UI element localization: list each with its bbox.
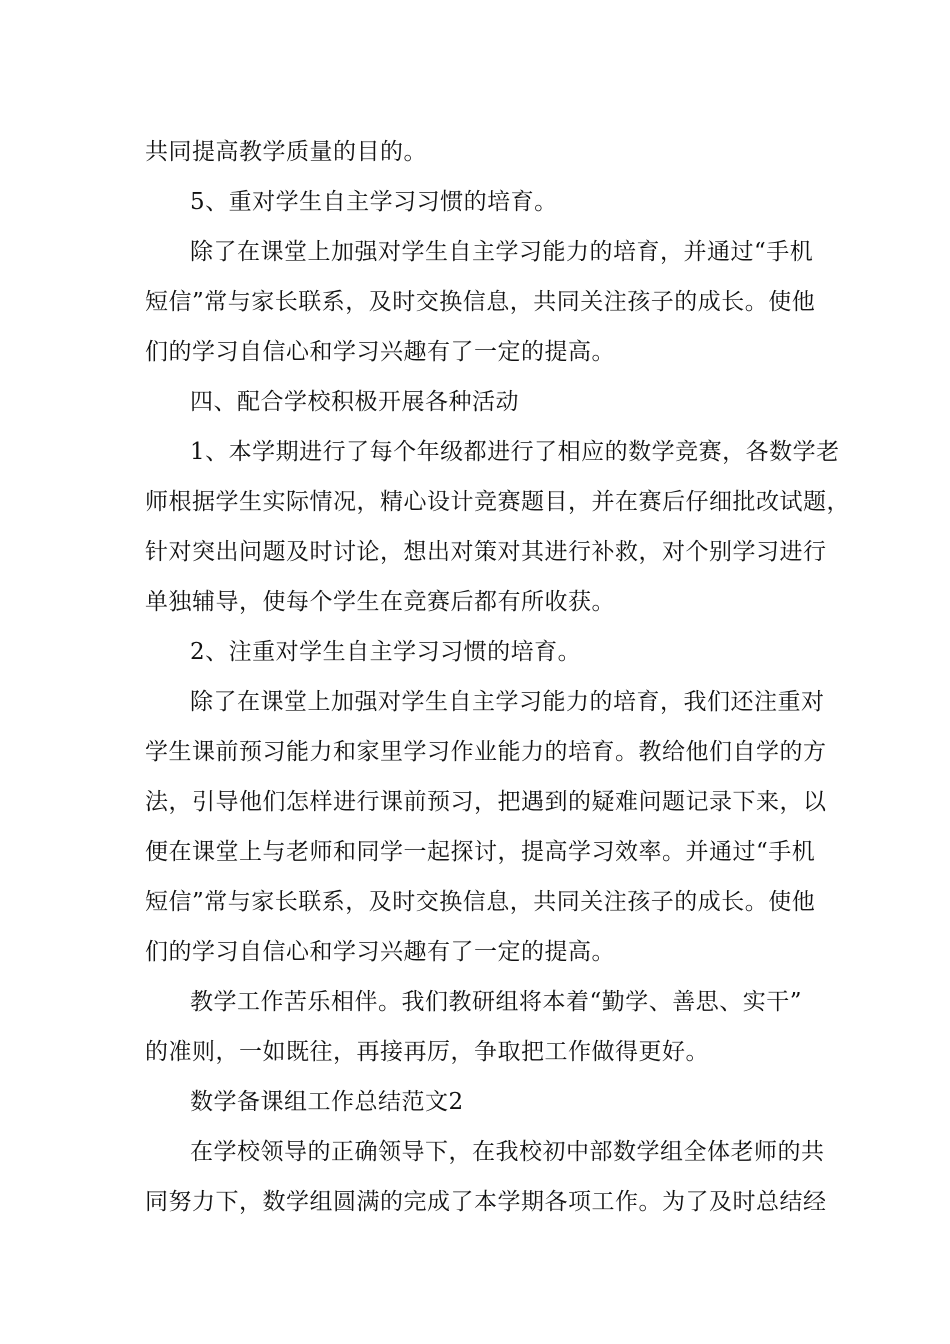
text-line: 们的学习自信心和学习兴趣有了一定的提高。: [145, 939, 615, 965]
text-line: 在学校领导的正确领导下，在我校初中部数学组全体老师的共: [190, 1139, 825, 1165]
text-line: 除了在课堂上加强对学生自主学习能力的培育，我们还注重对: [190, 689, 825, 715]
text-line: 便在课堂上与老师和同学一起探讨，提高学习效率。并通过“手机: [145, 839, 816, 865]
document-title: 数学备课组工作总结范文2: [190, 1089, 464, 1115]
section-heading: 5、重对学生自主学习习惯的培育。: [190, 189, 558, 215]
text-line: 的准则，一如既往，再接再厉，争取把工作做得更好。: [145, 1039, 709, 1065]
text-line: 学生课前预习能力和家里学习作业能力的培育。教给他们自学的方: [145, 739, 827, 765]
text-line: 短信”常与家长联系，及时交换信息，共同关注孩子的成长。使他: [145, 289, 816, 315]
text-line: 1、本学期进行了每个年级都进行了相应的数学竞赛，各数学老: [190, 439, 840, 465]
text-line: 们的学习自信心和学习兴趣有了一定的提高。: [145, 339, 615, 365]
text-line: 短信”常与家长联系，及时交换信息，共同关注孩子的成长。使他: [145, 889, 816, 915]
text-line: 除了在课堂上加强对学生自主学习能力的培育，并通过“手机: [190, 239, 814, 265]
text-line: 同努力下，数学组圆满的完成了本学期各项工作。为了及时总结经: [145, 1189, 827, 1215]
text-line: 教学工作苦乐相伴。我们教研组将本着“勤学、善思、实干”: [190, 989, 803, 1015]
text-line: 师根据学生实际情况，精心设计竞赛题目，并在赛后仔细批改试题，: [145, 489, 850, 515]
section-heading: 2、注重对学生自主学习习惯的培育。: [190, 639, 582, 665]
text-line: 法，引导他们怎样进行课前预习，把遇到的疑难问题记录下来，以: [145, 789, 827, 815]
text-line: 单独辅导，使每个学生在竞赛后都有所收获。: [145, 589, 615, 615]
text-line: 共同提高教学质量的目的。: [145, 139, 427, 165]
section-heading: 四、配合学校积极开展各种活动: [190, 389, 519, 415]
text-line: 针对突出问题及时讨论，想出对策对其进行补救，对个别学习进行: [145, 539, 827, 565]
